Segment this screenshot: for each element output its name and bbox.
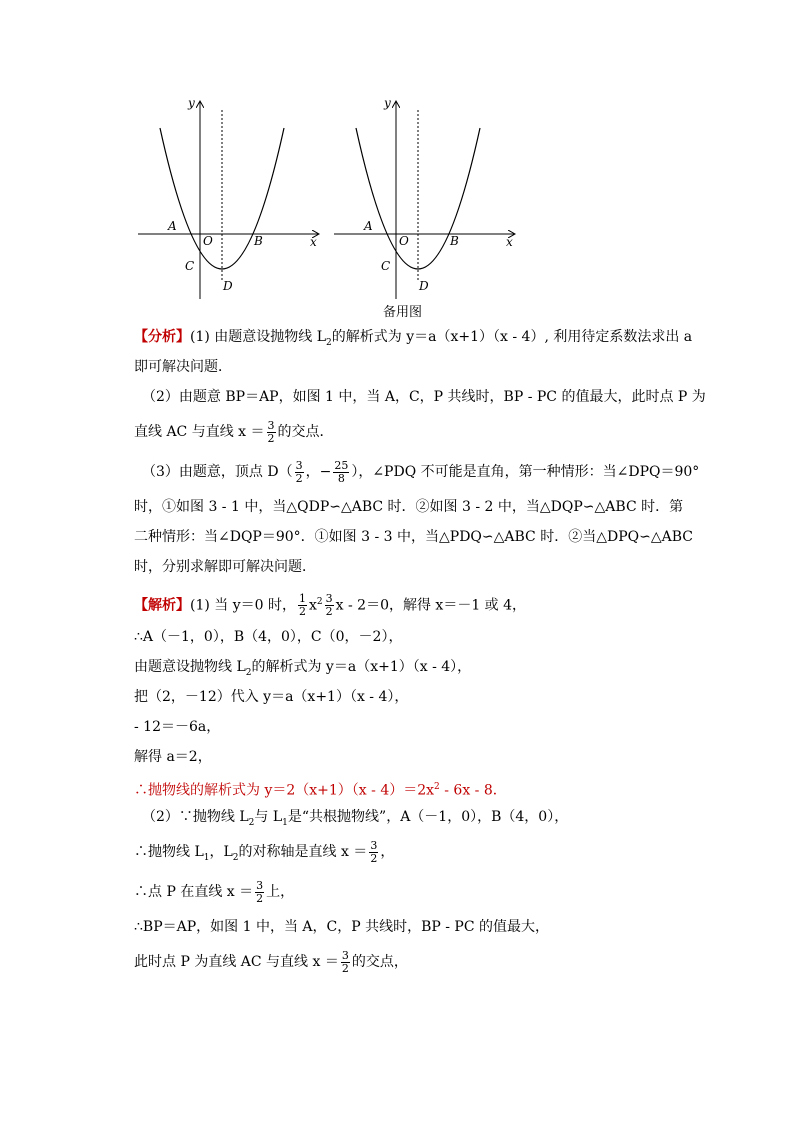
figure-1-graph <box>130 92 330 307</box>
solution-line-6: 解得 a＝2， <box>134 749 212 765</box>
solution-line-5: - 12＝－6a， <box>134 719 221 735</box>
solution-line-1: 【解析】(1) 当 y＝0 时， $\frac{1}{2}$ $x^2$ $\frac{3}{2}$ x - 2＝0，解得 x＝－1 或 4， <box>134 592 527 619</box>
label-A: A <box>168 219 177 233</box>
fraction: $\frac{3}{2}$ <box>325 592 333 619</box>
figure-2 <box>326 92 526 307</box>
solution-line-3: 由题意设抛物线 $L_2$的解析式为 y＝a（x+1）（x - 4）， <box>134 659 472 678</box>
fraction: $\frac{25}{8}$ <box>334 458 349 485</box>
figure-2-graph <box>326 92 526 307</box>
solution-line-7: ∴抛物线的解析式为 $y=2(x+1)(x - 4)=2x^2 - 6x - 8$． <box>134 782 507 799</box>
fraction: $\frac{3}{2}$ <box>341 948 349 975</box>
solution-line-10: ∴点 P 在直线 x ＝ $\frac{3}{2}$ 上， <box>134 878 295 905</box>
y-label: y <box>188 96 195 110</box>
x-label: x <box>310 235 317 249</box>
label-A: A <box>364 219 373 233</box>
label-B: B <box>254 234 263 248</box>
analysis-line-8: 时，分别求解即可解决问题． <box>134 559 316 575</box>
analysis-line-2: 即可解决问题． <box>134 359 232 375</box>
label-O: O <box>399 234 409 248</box>
analysis-line-6: 时，①如图 3 - 1 中，当△QDP∽△ABC 时．②如图 3 - 2 中，当△DQP∽△ABC 时．第 <box>134 499 684 515</box>
x-label: x <box>506 235 513 249</box>
label-B: B <box>450 234 459 248</box>
solution-line-12: 此时点 P 为直线 AC 与直线 x ＝ $\frac{3}{2}$ 的交点， <box>134 948 408 975</box>
solution-text <box>134 322 706 982</box>
figure-2-caption: 备用图 <box>383 305 423 320</box>
label-O: O <box>203 234 213 248</box>
fraction: $\frac{3}{2}$ <box>267 418 275 445</box>
label-D: D <box>419 279 429 293</box>
analysis-line-1: 【分析】(1) 由题意设抛物线 $L_2$的解析式为 y＝a（x+1）（x - 4）, 利用待定系数法求出 a <box>134 329 693 348</box>
fraction: $\frac{3}{2}$ <box>370 838 378 865</box>
solution-line-2: ∴A（－1，0），B（4，0），C（0，－2）， <box>134 629 403 645</box>
solution-line-9: ∴抛物线 $L_1$，$L_2$的对称轴是直线 x ＝ $\frac{3}{2}$ ， <box>134 838 395 865</box>
fraction: $\frac{3}{2}$ <box>256 878 264 905</box>
figure-1 <box>130 92 330 307</box>
label-D: D <box>223 279 233 293</box>
label-C: C <box>381 259 391 273</box>
label-C: C <box>185 259 195 273</box>
y-label: y <box>384 96 391 110</box>
fraction: $\frac{3}{2}$ <box>295 458 303 485</box>
solution-line-11: ∴BP＝AP，如图 1 中，当 A，C，P 共线时，BP - PC 的值最大， <box>134 919 550 935</box>
solution-tag: 【解析】 <box>134 597 190 614</box>
analysis-line-5: （3）由题意，顶点 D（ $\frac{3}{2}$ ，− $\frac{25}{8}$ ），∠PDQ 不可能是直角，第一种情形：当∠DPQ＝90° <box>142 458 700 485</box>
solution-line-4: 把（2，－12）代入 y＝a（x+1）（x - 4）， <box>134 689 409 705</box>
analysis-line-7: 二种情形：当∠DQP＝90°．①如图 3 - 3 中，当△PDQ∽△ABC 时．②当△DPQ∽△ABC <box>134 529 693 545</box>
analysis-line-4: 直线 AC 与直线 x ＝ $\frac{3}{2}$ 的交点． <box>134 418 334 445</box>
analysis-line-3: （2）由题意 BP＝AP，如图 1 中，当 A，C，P 共线时，BP - PC 的值最大，此时点 P 为 <box>142 389 706 405</box>
analysis-tag: 【分析】 <box>134 329 190 345</box>
fraction: $\frac{1}{2}$ <box>299 592 306 619</box>
solution-line-8: （2）∵抛物线 $L_2$与 $L_1$是“共根抛物线”，A（－1，0），B（4，0）， <box>142 809 569 828</box>
